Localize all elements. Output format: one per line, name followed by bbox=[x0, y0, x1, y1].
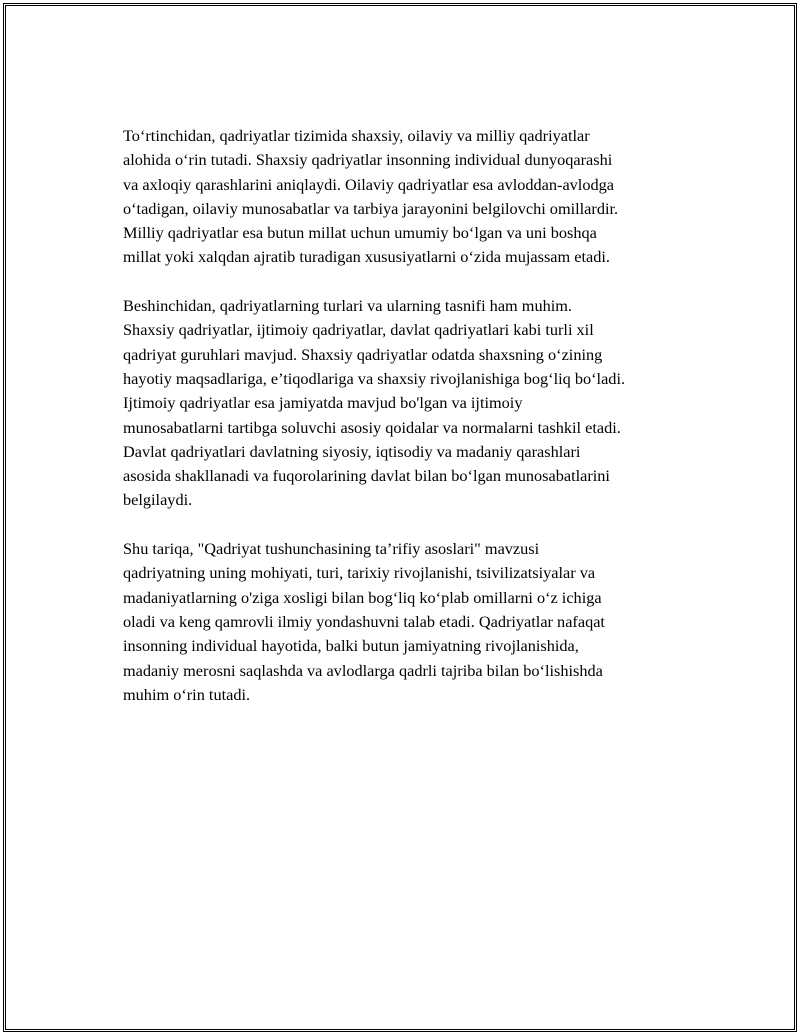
document-body bbox=[123, 124, 723, 731]
text-line: Ijtimoiy qadriyatlar esa jamiyatda mavjud bo'lgan va ijtimoiy bbox=[123, 393, 523, 413]
text-line: asosida shakllanadi va fuqorolarining davlat bilan bo‘lgan munosabatlarini bbox=[123, 466, 610, 486]
text-line: To‘rtinchidan, qadriyatlar tizimida shaxsiy, oilaviy va milliy qadriyatlar bbox=[123, 126, 590, 145]
text-line: munosabatlarni tartibga soluvchi asosiy qoidalar va normalarni tashkil etadi. bbox=[123, 417, 621, 437]
text-line: muhim o‘rin tutadi. bbox=[123, 684, 251, 704]
text-line: o‘tadigan, oilaviy munosabatlar va tarbiya jarayonini belgilovchi omillardir. bbox=[123, 198, 619, 218]
text-line: Shaxsiy qadriyatlar, ijtimoiy qadriyatlar, davlat qadriyatlari kabi turli xil bbox=[123, 320, 594, 340]
page-frame bbox=[3, 3, 797, 1032]
paragraph-3 bbox=[123, 537, 723, 707]
text-line: oladi va keng qamrovli ilmiy yondashuvni talab etadi. Qadriyatlar nafaqat bbox=[123, 611, 605, 631]
text-line: madaniyatlarning o'ziga xosligi bilan bog‘liq ko‘plab omillarni o‘z ichiga bbox=[123, 587, 602, 607]
text-line: insonning individual hayotida, balki butun jamiyatning rivojlanishida, bbox=[123, 636, 579, 656]
text-line: Milliy qadriyatlar esa butun millat uchun umumiy bo‘lgan va uni boshqa bbox=[123, 223, 597, 243]
text-line: belgilaydi. bbox=[123, 490, 193, 510]
text-line: qadriyat guruhlari mavjud. Shaxsiy qadriyatlar odatda shaxsning o‘zining bbox=[123, 344, 603, 364]
text-line: alohida o‘rin tutadi. Shaxsiy qadriyatlar insonning individual dunyoqarashi bbox=[123, 150, 613, 170]
text-line: Shu tariqa, "Qadriyat tushunchasining ta’rifiy asoslari" mavzusi bbox=[123, 539, 540, 559]
text-line: Beshinchidan, qadriyatlarning turlari va ularning tasnifi ham muhim. bbox=[123, 296, 572, 316]
text-line: madaniy merosni saqlashda va avlodlarga qadrli tajriba bilan bo‘lishishda bbox=[123, 660, 603, 680]
text-line: va axloqiy qarashlarini aniqlaydi. Oilaviy qadriyatlar esa avloddan-avlodga bbox=[123, 174, 614, 194]
text-line: millat yoki xalqdan ajratib turadigan xususiyatlarni o‘zida mujassam etadi. bbox=[123, 247, 610, 267]
paragraph-1 bbox=[123, 124, 723, 270]
paragraph-2 bbox=[123, 294, 723, 513]
text-line: Davlat qadriyatlari davlatning siyosiy, iqtisodiy va madaniy qarashlari bbox=[123, 441, 581, 461]
text-line: hayotiy maqsadlariga, e’tiqodlariga va shaxsiy rivojlanishiga bog‘liq bo‘ladi. bbox=[123, 368, 626, 388]
text-line: qadriyatning uning mohiyati, turi, tarixiy rivojlanishi, tsivilizatsiyalar va bbox=[123, 563, 596, 583]
